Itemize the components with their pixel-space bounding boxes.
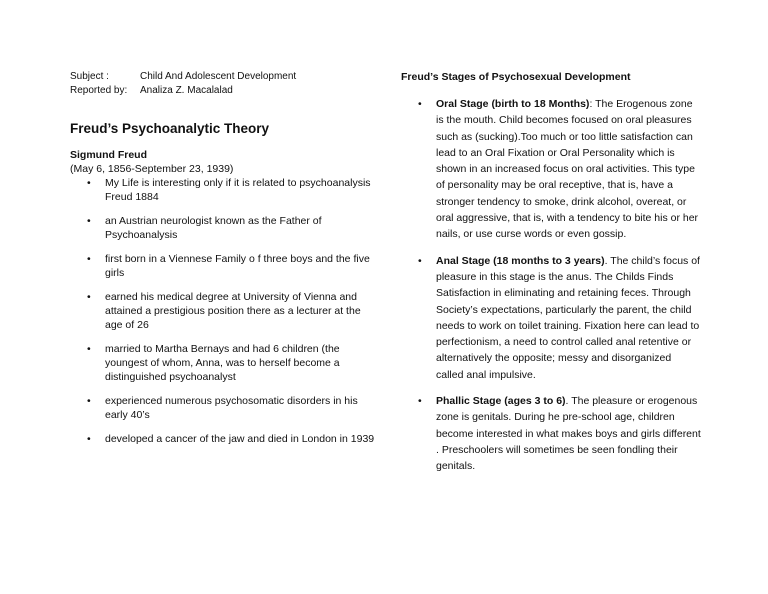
bullet-icon: • [418,98,422,110]
list-item-text: an Austrian neurologist known as the Father of Psychoanalysis [105,215,322,241]
reported-by-value: Analiza Z. Macalalad [140,85,233,96]
bullet-icon: • [87,395,91,407]
stages-list [401,96,701,475]
subject-label: Subject : [70,71,109,82]
bullet-icon: • [87,253,91,265]
page-title: Freud’s Psychoanalytic Theory [70,121,270,136]
left-column [70,121,375,456]
list-item [70,432,375,446]
person-name: Sigmund Freud [70,149,147,161]
section-title: Freud’s Stages of Psychosexual Development [401,71,631,83]
bullet-icon: • [418,254,422,267]
stage-heading: Anal Stage (18 months to 3 years) [436,254,605,267]
right-column [401,70,701,485]
list-item [70,214,375,242]
list-item-text: married to Martha Bernays and had 6 children (the youngest of whom, Anna, was to herself become a distinguished psychoanalyst [105,343,340,383]
person-dates: (May 6, 1856-September 23, 1939) [70,163,234,175]
bullet-icon: • [87,343,91,355]
bullet-icon: • [87,433,91,445]
list-item [70,342,375,384]
subject-value: Child And Adolescent Development [140,71,297,82]
subject-row [70,70,296,84]
bullet-icon: • [418,395,422,408]
report-header [70,70,296,98]
list-item-text: first born in a Viennese Family o f three boys and the five girls [105,253,370,279]
list-item-text: earned his medical degree at University of Vienna and attained a prestigious position there as a lecturer at the age of 26 [105,291,361,331]
list-item [70,290,375,332]
list-item [70,252,375,280]
stage-text: : The Erogenous zone is the mouth. Child becomes focused on oral pleasures such as (sucking).Too much or too little satisfaction can lead to an Oral Fixation or Oral Personality which is shown in an increased focus on oral activities. This type of personality may be oral receptive, that is, have a stronger tendency to smoke, drink alcohol, overeat, or oral aggressive, that is, with a tendency to bite his or her nails, or use curse words or even gossip. [436,98,699,241]
stage-text: . The child’s focus of pleasure in this stage is the anus. The Childs Finds Satisfaction in eliminating and retaining feces. Through Society’s expectations, particularly the parent, the child needs to work on toilet training. Fixation here can lead to perfectionism, a need to control called anal retentive or alternatively the opposite; messy and disorganized called anal impulsive. [436,254,700,381]
list-item [70,176,375,204]
stage-text: . The pleasure or erogenous zone is genitals. During he pre-school age, children become interested in what makes boys and girls different . Preschoolers will sometimes be seen fondling their genitals. [436,395,701,473]
list-item [70,394,375,422]
biography-list [70,176,375,446]
stage-heading: Phallic Stage (ages 3 to 6) [436,395,566,408]
bullet-icon: • [87,291,91,303]
reported-by-row [70,84,296,98]
stage-item-anal [401,253,701,383]
bullet-icon: • [87,215,91,227]
bullet-icon: • [87,177,91,189]
stage-item-phallic [401,393,701,474]
stage-item-oral [401,96,701,243]
list-item-text: developed a cancer of the jaw and died in London in 1939 [105,433,375,445]
list-item-text: experienced numerous psychosomatic disorders in his early 40’s [105,395,358,421]
list-item-text: My Life is interesting only if it is related to psychoanalysis Freud 1884 [105,177,371,203]
reported-by-label: Reported by: [70,85,128,96]
stage-heading: Oral Stage (birth to 18 Months) [436,98,590,110]
